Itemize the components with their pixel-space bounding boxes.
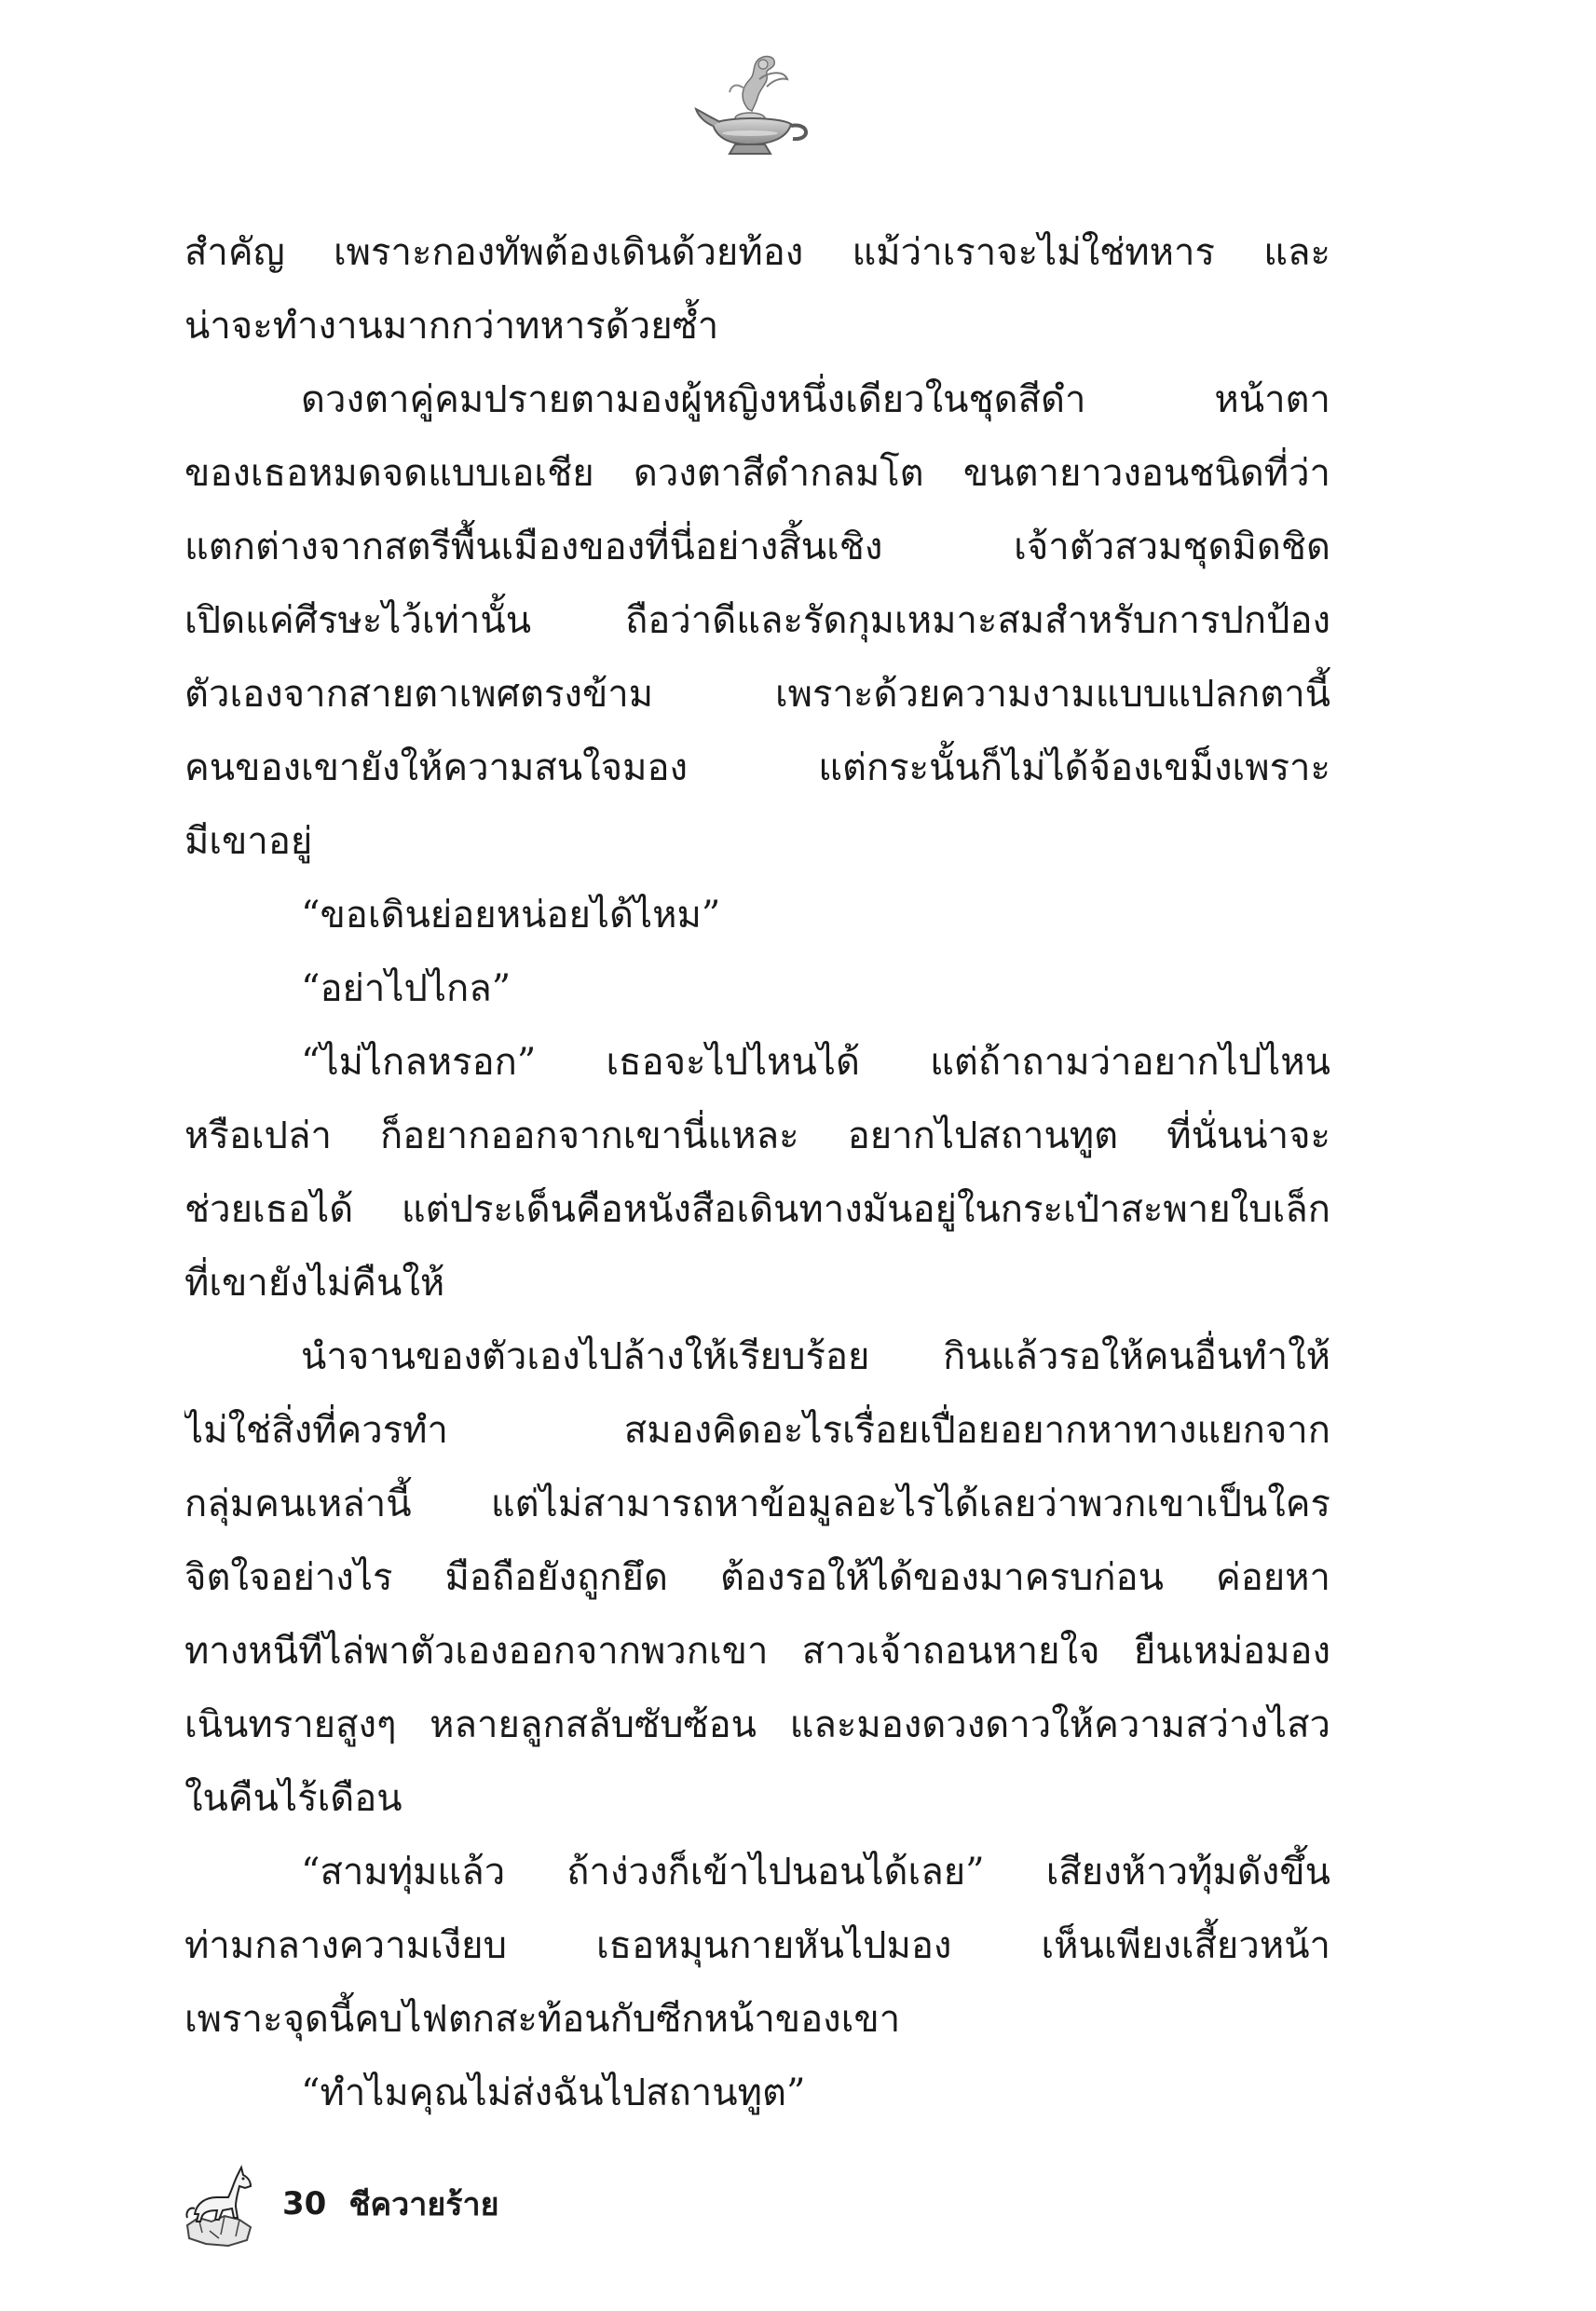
- text-line: ในคืนไร้เดือน: [184, 1777, 402, 1820]
- text-line: เปิดแค่ศีรษะไว้เท่านั้น ถือว่าดีและรัดกุมเหมาะสมสำหรับการปกป้อง: [184, 599, 1330, 642]
- text-line: ทางหนีทีไล่พาตัวเองออกจากพวกเขา สาวเจ้าถอนหายใจ ยืนเหม่อมอง: [184, 1630, 1330, 1673]
- text-line: เนินทรายสูงๆ หลายลูกสลับซับซ้อน และมองดวงดาวให้ความสว่างไสว: [184, 1703, 1330, 1746]
- book-title: ชีควายร้าย: [348, 2186, 499, 2223]
- text-line: จิตใจอย่างไร มือถือยังถูกยึด ต้องรอให้ได้ของมาครบก่อน ค่อยหา: [184, 1556, 1330, 1599]
- text-line: ตัวเองจากสายตาเพศตรงข้าม เพราะด้วยความงามแบบแปลกตานี้: [184, 673, 1330, 716]
- text-line: มีเขาอยู่: [184, 820, 313, 863]
- text-line: กลุ่มคนเหล่านี้ แต่ไม่สามารถหาข้อมูลอะไรได้เลยว่าพวกเขาเป็นใคร: [184, 1483, 1330, 1525]
- text-line: ของเธอหมดจดแบบเอเชีย ดวงตาสีดำกลมโต ขนตายาวงอนชนิดที่ว่า: [184, 452, 1330, 495]
- text-line: เพราะจุดนี้คบไฟตกสะท้อนกับซีกหน้าของเขา: [184, 1998, 901, 2041]
- page-footer: [182, 2157, 499, 2250]
- text-line: ไม่ใช่สิ่งที่ควรทำ สมองคิดอะไรเรื่อยเปื่อยอยากหาทางแยกจาก: [184, 1409, 1330, 1452]
- text-line: คนของเขายังให้ความสนใจมอง แต่กระนั้นก็ไม่ได้จ้องเขม็งเพราะ: [184, 746, 1330, 789]
- text-line: ดวงตาคู่คมปรายตามองผู้หญิงหนึ่งเดียวในชุดสีดำ หน้าตา: [301, 378, 1330, 421]
- text-line: ช่วยเธอได้ แต่ประเด็นคือหนังสือเดินทางมันอยู่ในกระเป๋าสะพายใบเล็ก: [184, 1188, 1330, 1231]
- text-line: นำจานของตัวเองไปล้างให้เรียบร้อย กินแล้วรอให้คนอื่นทำให้: [301, 1335, 1330, 1378]
- text-line: “ขอเดินย่อยหน่อยได้ไหม”: [301, 894, 721, 937]
- genie-lamp-icon: [694, 51, 815, 158]
- horse-icon: [182, 2160, 256, 2249]
- text-line: หรือเปล่า ก็อยากออกจากเขานี่แหละ อยากไปสถานทูต ที่นั่นน่าจะ: [184, 1114, 1330, 1157]
- text-line: ที่เขายังไม่คืนให้: [184, 1262, 445, 1305]
- text-line: “สามทุ่มแล้ว ถ้าง่วงก็เข้าไปนอนได้เลย” เสียงห้าวทุ้มดังขึ้น: [301, 1851, 1330, 1894]
- text-line: “อย่าไปไกล”: [301, 967, 512, 1010]
- text-line: แตกต่างจากสตรีพื้นเมืองของที่นี่อย่างสิ้นเชิง เจ้าตัวสวมชุดมิดชิด: [184, 526, 1330, 568]
- text-line: น่าจะทำงานมากกว่าทหารด้วยซ้ำ: [184, 305, 719, 348]
- body-text: [184, 216, 1330, 2130]
- text-line: “ไม่ไกลหรอก” เธอจะไปไหนได้ แต่ถ้าถามว่าอยากไปไหน: [301, 1041, 1330, 1084]
- text-line: สำคัญ เพราะกองทัพต้องเดินด้วยท้อง แม้ว่าเราจะไม่ใช่ทหาร และ: [184, 231, 1330, 274]
- text-line: “ทำไมคุณไม่ส่งฉันไปสถานทูต”: [301, 2072, 806, 2114]
- page-number: 30: [282, 2185, 327, 2222]
- text-line: ท่ามกลางความเงียบ เธอหมุนกายหันไปมอง เห็นเพียงเสี้ยวหน้า: [184, 1924, 1330, 1967]
